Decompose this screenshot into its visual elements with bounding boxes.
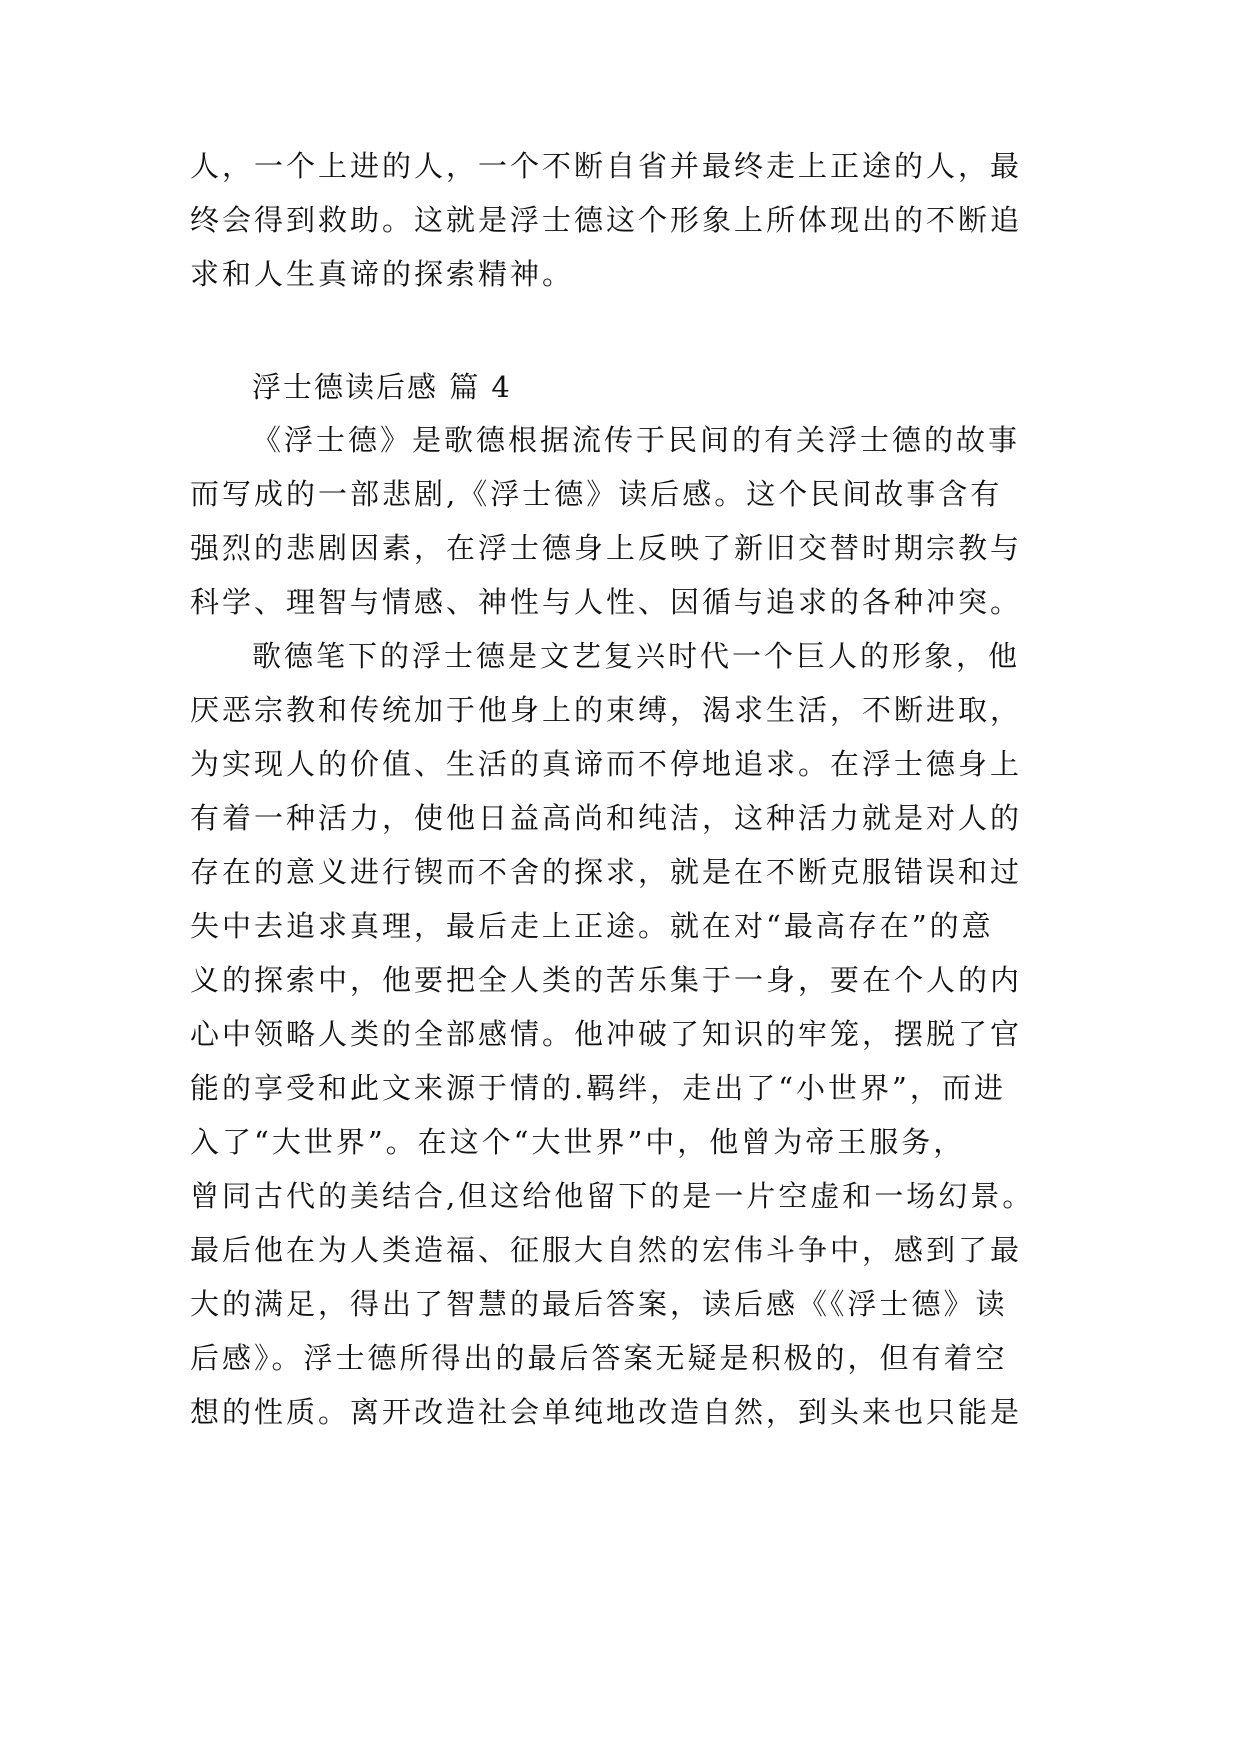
text-line: 歌德笔下的浮士德是文艺复兴时代一个巨人的形象，他: [252, 639, 1021, 673]
text-line: 义的探索中，他要把全人类的苦乐集于一身，要在个人的内: [190, 963, 1023, 997]
text-line: 《浮士德》是歌德根据流传于民间的有关浮士德的故事: [252, 423, 1021, 457]
text-line: 强烈的悲剧因素，在浮士德身上反映了新旧交替时期宗教与: [190, 531, 1023, 565]
text-line: 求和人生真谛的探索精神。: [190, 257, 575, 291]
text-line: 入了“大世界”。在这个“大世界”中，他曾为帝王服务，: [190, 1125, 966, 1159]
text-line: 最后他在为人类造福、征服大自然的宏伟斗争中，感到了最: [190, 1233, 1023, 1267]
text-line: 大的满足，得出了智慧的最后答案，读后感《《浮士德》读: [190, 1287, 1008, 1321]
text-line: 后感》。浮士德所得出的最后答案无疑是积极的，但有着空: [190, 1341, 1008, 1375]
text-line: 终会得到救助。这就是浮士德这个形象上所体现出的不断追: [190, 203, 1023, 237]
text-line: 有着一种活力，使他日益高尚和纯洁，这种活力就是对人的: [190, 801, 1023, 835]
text-line: 为实现人的价值、生活的真谛而不停地追求。在浮士德身上: [190, 747, 1023, 781]
text-line: 而写成的一部悲剧,《浮士德》读后感。这个民间故事含有: [190, 477, 1003, 511]
text-line: 科学、理智与情感、神性与人性、因循与追求的各种冲突。: [190, 585, 1023, 619]
text-line: 心中领略人类的全部感情。他冲破了知识的牢笼，摆脱了官: [190, 1017, 1023, 1051]
text-line: 存在的意义进行锲而不舍的探求，就是在不断克服错误和过: [190, 855, 1023, 889]
text-line: 能的享受和此文来源于情的.羁绊，走出了“小世界”，而进: [190, 1071, 1006, 1105]
text-line: 想的性质。离开改造社会单纯地改造自然，到头来也只能是: [190, 1395, 1023, 1429]
text-line: 人，一个上进的人，一个不断自省并最终走上正途的人，最: [190, 149, 1023, 183]
text-line: 失中去追求真理，最后走上正途。就在对“最高存在”的意: [190, 909, 994, 943]
section-heading: 浮士德读后感 篇 4: [252, 370, 512, 404]
text-line: 曾同古代的美结合,但这给他留下的是一片空虚和一场幻景。: [190, 1179, 1035, 1213]
text-line: 厌恶宗教和传统加于他身上的束缚，渴求生活，不断进取，: [190, 693, 1023, 727]
